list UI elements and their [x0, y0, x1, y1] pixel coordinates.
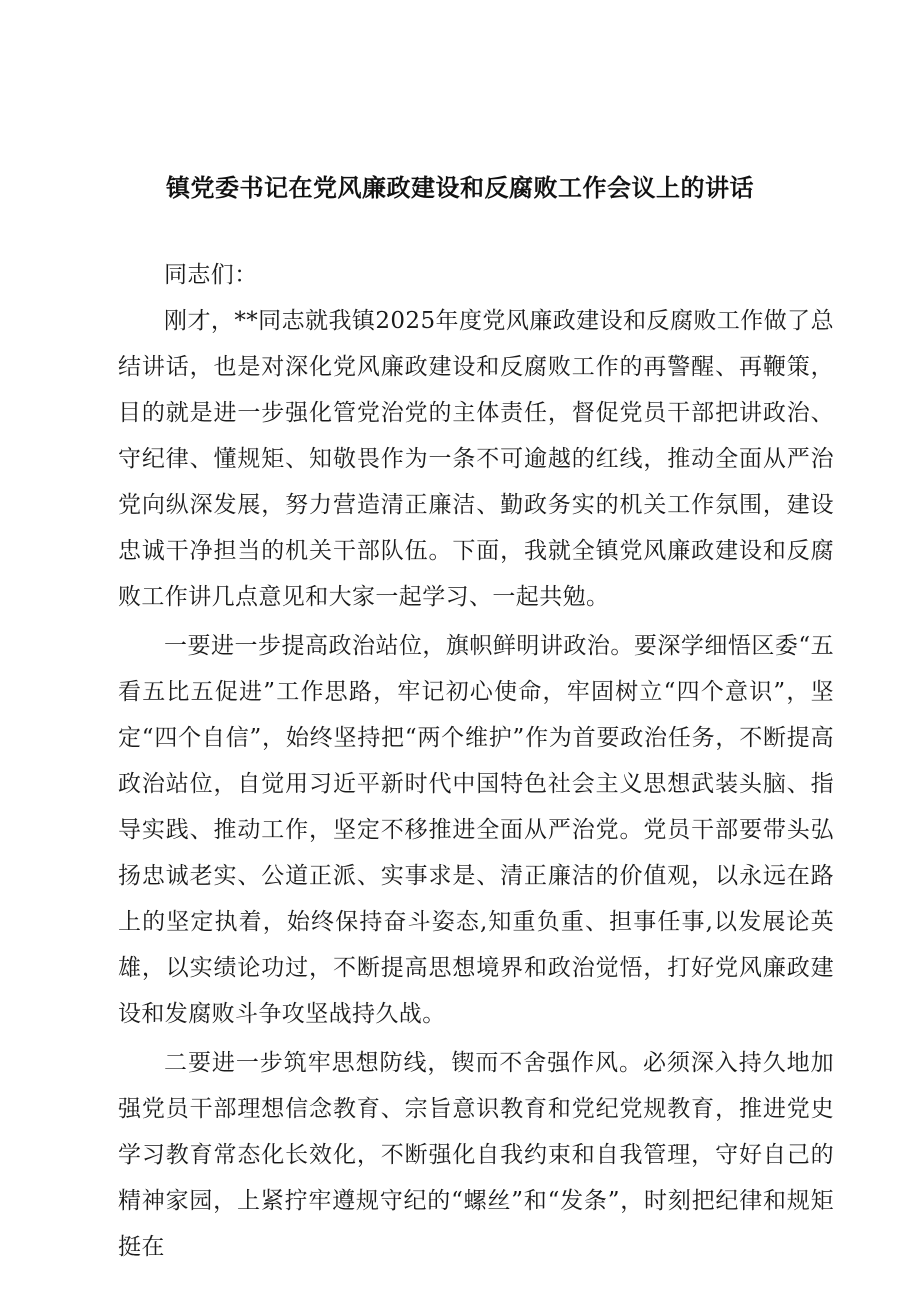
paragraph-2: 一要进一步提高政治站位，旗帜鲜明讲政治。要深学细悟区委“五看五比五促进”工作思路，牢记初心使命，牢固树立“四个意识”，坚定“四个自信”，始终坚持把“两个维护”作为首要政治任务，不断提高政治站位，自觉用习近平新时代中国特色社会主义思想武装头脑、指导实践、推动工作，坚定不移推进全面从严治党。党员干部要带头弘扬忠诚老实、公道正派、实事求是、清正廉洁的价值观，以永远在路上的坚定执着，始终保持奋斗姿态,知重负重、担事任事,以发展论英雄，以实绩论功过，不断提高思想境界和政治觉悟，打好党风廉政建设和发腐败斗争攻坚战持久战。 [118, 633, 834, 1027]
paragraph-1: 刚才，**同志就我镇2025年度党风廉政建设和反腐败工作做了总结讲话，也是对深化党风廉政建设和反腐败工作的再警醒、再鞭策，目的就是进一步强化管党治党的主体责任，督促党员干部把讲政治、守纪律、懂规矩、知敬畏作为一条不可逾越的红线，推动全面从严治党向纵深发展，努力营造清正廉洁、勤政务实的机关工作氛围，建设忠诚干净担当的机关干部队伍。下面，我就全镇党风廉政建设和反腐败工作讲几点意见和大家一起学习、一起共勉。 [118, 308, 834, 610]
paragraph-3: 二要进一步筑牢思想防线，锲而不舍强作风。必须深入持久地加强党员干部理想信念教育、宗旨意识教育和党纪党规教育，推进党史学习教育常态化长效化，不断强化自我约束和自我管理，守好自己的精神家园，上紧拧牢遵规守纪的“螺丝”和“发条”，时刻把纪律和规矩挺在 [118, 1050, 834, 1260]
salutation: 同志们： [164, 262, 258, 288]
document-body [118, 252, 834, 1270]
document-title: 镇党委书记在党风廉政建设和反腐败工作会议上的讲话 [166, 174, 754, 202]
